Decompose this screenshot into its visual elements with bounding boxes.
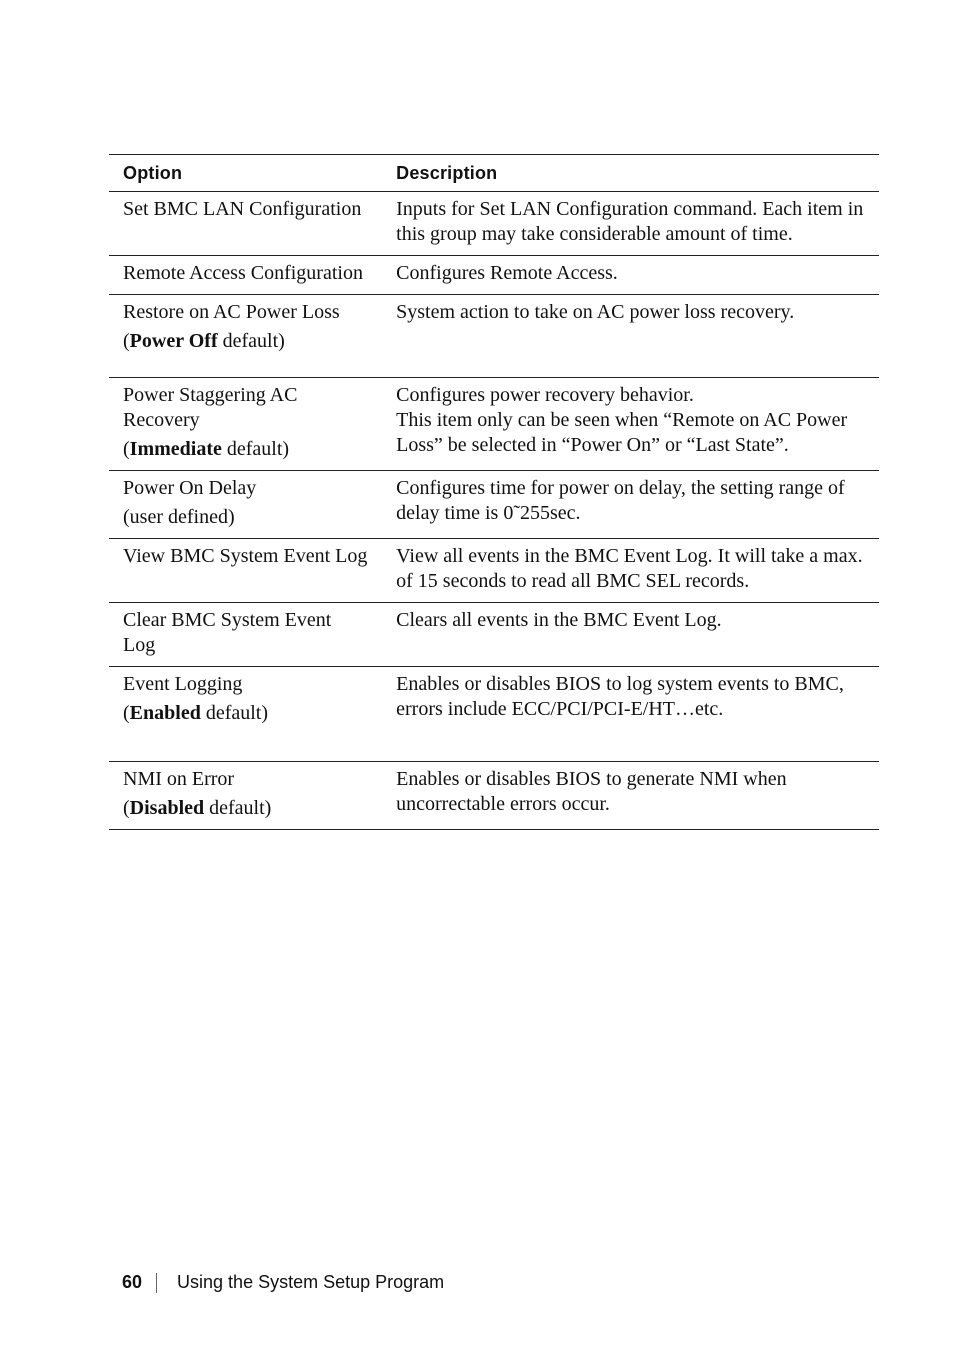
option-name: Clear BMC System Event Log <box>123 609 332 656</box>
header-description: Description <box>382 155 879 192</box>
description-cell <box>382 378 879 471</box>
page-footer <box>122 1272 444 1293</box>
option-description: Enables or disables BIOS to log system events to BMC, errors include ECC/PCI/PCI-E/HT…etc. <box>396 673 844 720</box>
description-cell <box>382 667 879 762</box>
default-value: Power Off <box>129 330 218 352</box>
table-row <box>109 603 879 667</box>
option-cell <box>109 256 382 295</box>
table-row <box>109 295 879 378</box>
option-name: View BMC System Event Log <box>123 545 368 567</box>
description-cell <box>382 256 879 295</box>
option-description: Inputs for Set LAN Configuration command. Each item in this group may take considerable amount of time. <box>396 198 864 245</box>
default-word: default <box>209 797 265 819</box>
option-description: System action to take on AC power loss recovery. <box>396 301 795 323</box>
default-word: default <box>205 702 262 724</box>
description-cell <box>382 471 879 539</box>
table-row <box>109 378 879 471</box>
option-default: (Immediate default) <box>123 438 290 460</box>
table-row <box>109 762 879 830</box>
option-description: Enables or disables BIOS to generate NMI when uncorrectable errors occur. <box>396 768 787 815</box>
description-cell <box>382 295 879 378</box>
table-row <box>109 256 879 295</box>
option-cell <box>109 471 382 539</box>
default-word: default <box>226 438 283 460</box>
table-row <box>109 192 879 256</box>
default-value: Enabled <box>129 702 201 724</box>
page-number: 60 <box>122 1272 143 1292</box>
option-description: View all events in the BMC Event Log. It will take a max. of 15 seconds to read all BMC SEL records. <box>396 545 863 592</box>
default-value: Disabled <box>129 797 205 819</box>
option-cell <box>109 539 382 603</box>
default-value: Immediate <box>129 438 222 460</box>
option-name: Set BMC LAN Configuration <box>123 198 362 220</box>
option-name: Remote Access Configuration <box>123 262 363 284</box>
option-description-note: This item only can be seen when “Remote on AC Power Loss” be selected in “Power On” or “Last State”. <box>396 409 848 456</box>
option-cell <box>109 192 382 256</box>
option-cell <box>109 295 382 378</box>
header-option: Option <box>109 155 382 192</box>
table-row <box>109 471 879 539</box>
option-name: NMI on Error <box>123 768 235 790</box>
option-name: Restore on AC Power Loss <box>123 301 340 323</box>
table-row <box>109 539 879 603</box>
option-cell <box>109 378 382 471</box>
section-title: Using the System Setup Program <box>177 1272 445 1292</box>
option-description: Configures power recovery behavior. <box>396 384 694 406</box>
option-description: Configures time for power on delay, the setting range of delay time is 0˜255sec. <box>396 477 845 524</box>
description-cell <box>382 603 879 667</box>
option-name: Power On Delay <box>123 477 257 499</box>
option-default: (Enabled default) <box>123 702 269 724</box>
option-cell <box>109 603 382 667</box>
description-cell <box>382 539 879 603</box>
footer-divider <box>156 1273 157 1293</box>
option-description: Clears all events in the BMC Event Log. <box>396 609 722 631</box>
option-cell <box>109 667 382 762</box>
description-cell <box>382 192 879 256</box>
option-default: (Power Off default) <box>123 330 285 352</box>
option-cell <box>109 762 382 830</box>
option-description: Configures Remote Access. <box>396 262 618 284</box>
option-default: (Disabled default) <box>123 797 272 819</box>
option-name: Power Staggering AC Recovery <box>123 384 298 431</box>
options-table <box>109 154 879 830</box>
default-word: default <box>222 330 279 352</box>
table-row <box>109 667 879 762</box>
table-header-row <box>109 155 879 192</box>
description-cell <box>382 762 879 830</box>
option-note: (user defined) <box>123 506 235 528</box>
option-name: Event Logging <box>123 673 243 695</box>
